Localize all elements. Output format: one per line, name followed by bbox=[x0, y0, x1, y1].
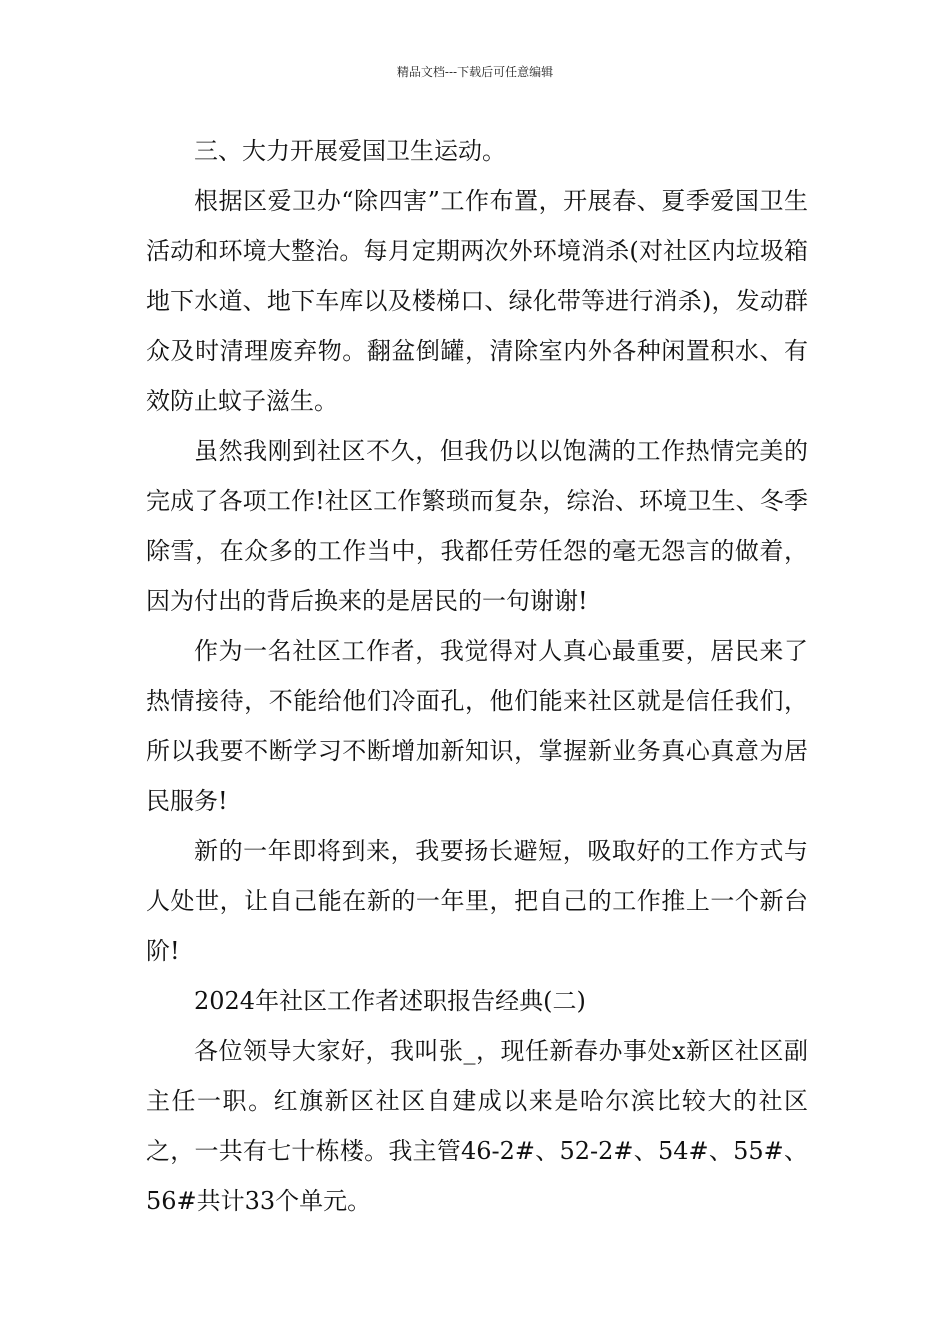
document-body bbox=[146, 126, 808, 1226]
paragraph-new-year: 新的一年即将到来，我要扬长避短，吸取好的工作方式与人处世，让自己能在新的一年里，把自己的工作推上一个新台阶! bbox=[146, 837, 808, 965]
paragraph-health-campaign: 根据区爱卫办“除四害”工作布置，开展春、夏季爱国卫生活动和环境大整治。每月定期两次外环境消杀(对社区内垃圾箱地下水道、地下车库以及楼梯口、绿化带等进行消杀)，发动群众及时清理废弃物。翻盆倒罐，清除室内外各种闲置积水、有效防止蚊子滋生。 bbox=[146, 187, 808, 415]
paragraph-work-summary: 虽然我刚到社区不久，但我仍以以饱满的工作热情完美的完成了各项工作!社区工作繁琐而复杂，综治、环境卫生、冬季除雪，在众多的工作当中，我都任劳任怨的毫无怨言的做着，因为付出的背后换来的是居民的一句谢谢! bbox=[146, 437, 808, 615]
paragraph-sincerity: 作为一名社区工作者，我觉得对人真心最重要，居民来了热情接待，不能给他们冷面孔，他们能来社区就是信任我们，所以我要不断学习不断增加新知识，掌握新业务真心真意为居民服务! bbox=[146, 637, 808, 815]
page-header: 精品文档---下载后可任意编辑 bbox=[396, 65, 554, 79]
report-title-part-two: 2024年社区工作者述职报告经典(二) bbox=[194, 987, 586, 1015]
section-heading-patriotic-health: 三、大力开展爱国卫生运动。 bbox=[194, 137, 506, 165]
paragraph-introduction: 各位领导大家好，我叫张_，现任新春办事处x新区社区副主任一职。红旗新区社区自建成以来是哈尔滨比较大的社区之，一共有七十栋楼。我主管46-2#、52-2#、54#、55#、56#共计33个单元。 bbox=[146, 1037, 808, 1215]
